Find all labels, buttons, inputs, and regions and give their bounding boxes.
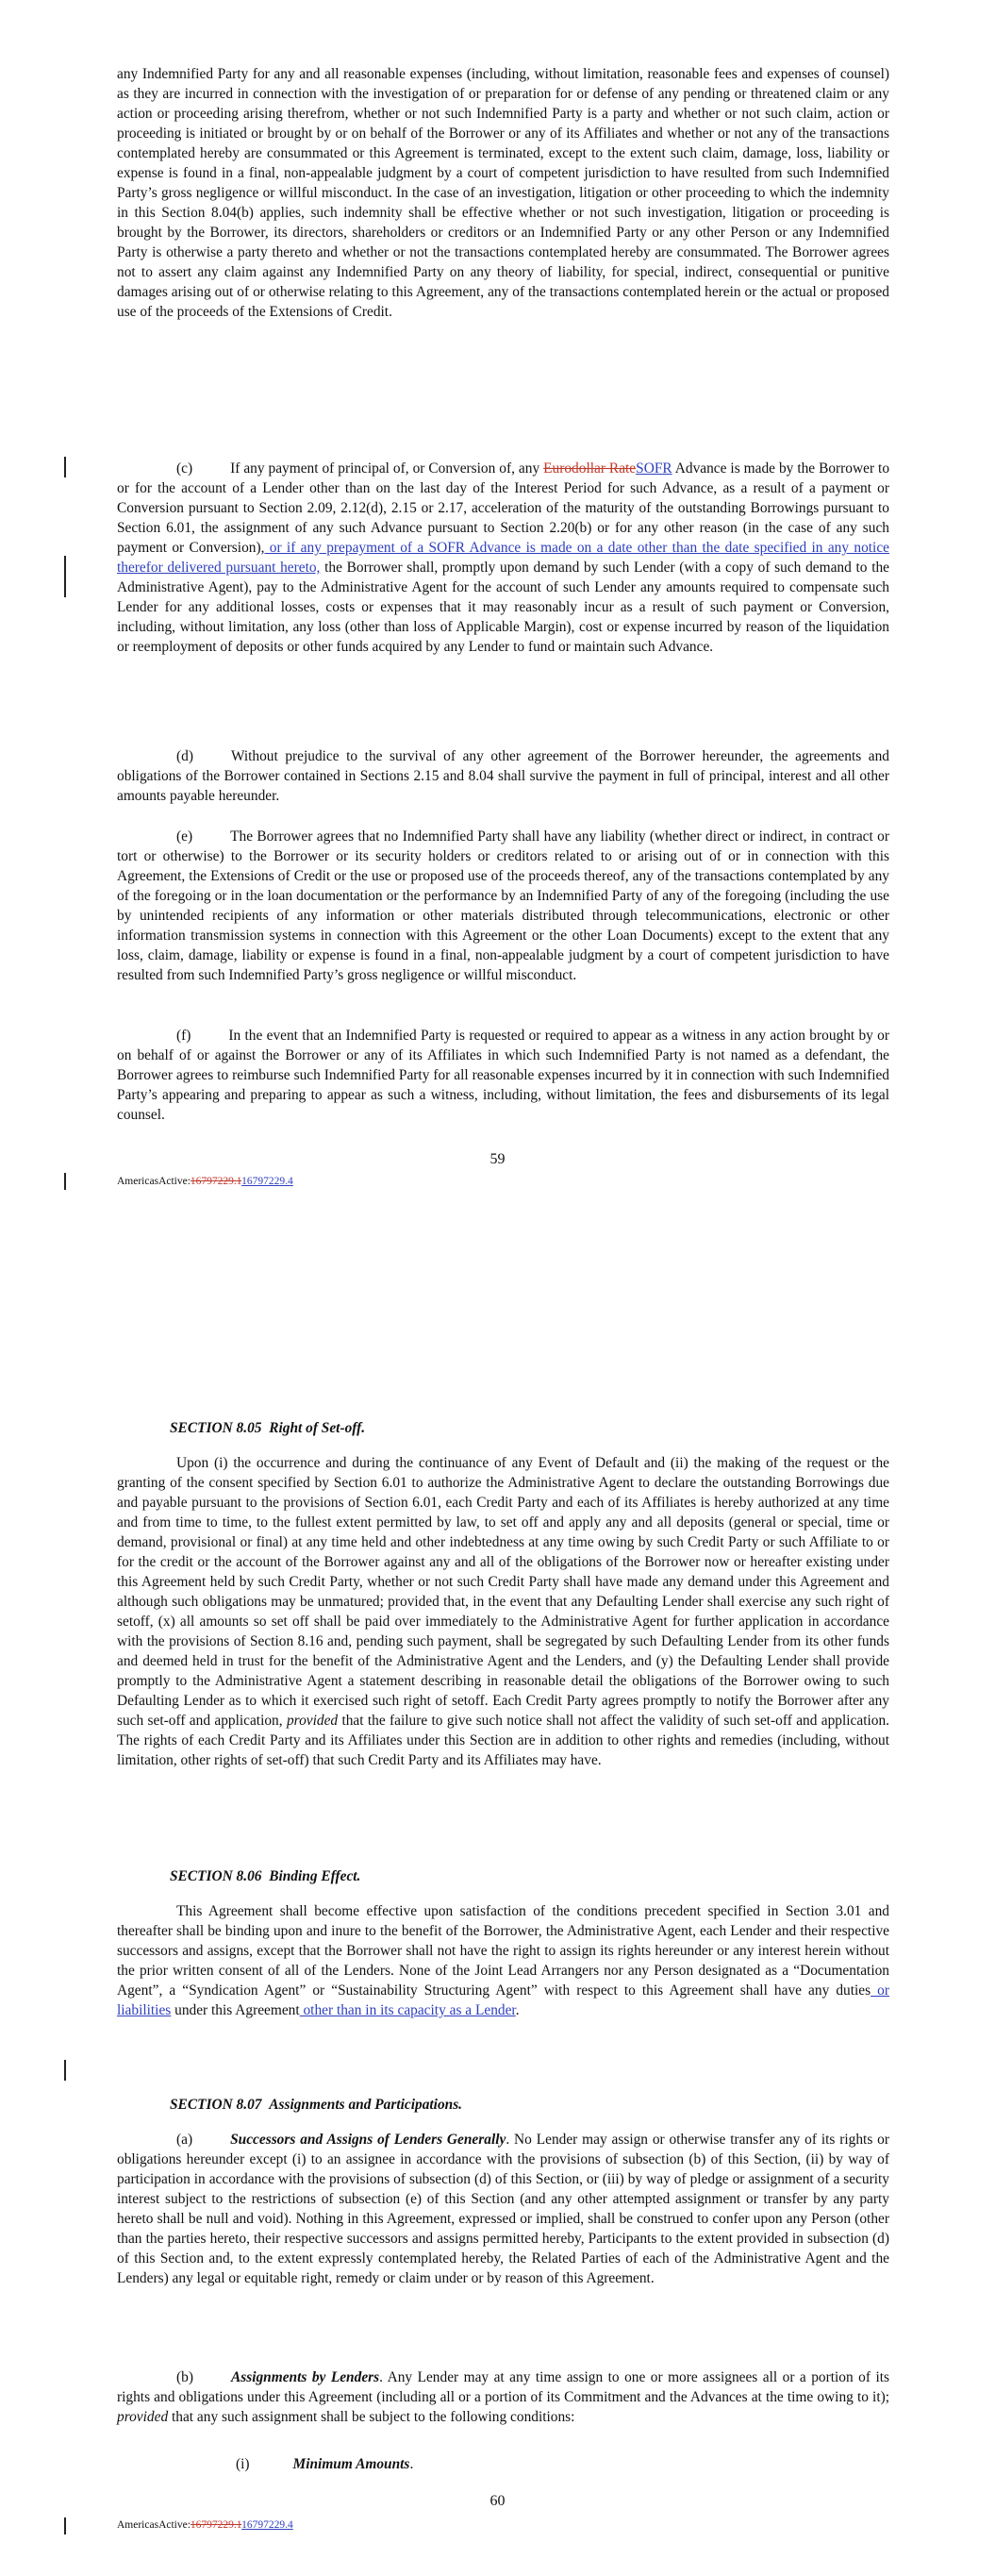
page-59 [0, 0, 995, 1250]
page-60 [0, 1250, 995, 2576]
clause-text: This Agreement shall become effective upon satisfaction of the conditions precedent specified in Section 3.01 and thereafter shall be binding upon and inure to the benefit of the Borrower, the Administrative Agent, each Lender and their respective successors and assigns, except that the Borrower shall not have the right to assign its rights hereunder or any interest herein without the prior written consent of all of the Lenders. None of the Joint Lead Arrangers nor any Person designated as a “Documentation Agent”, a “Syndication Agent” or “Sustainability Structuring Agent” with respect to this Agreement shall have any duties [117, 1903, 889, 1999]
clause-text: In the event that an Indemnified Party is requested or required to appear as a witness in any action brought by or on behalf of or against the Borrower or any of its Affiliates in which such Indemnified Party is not named as a defendant, the Borrower agrees to reimburse such Indemnified Party for all reasonable expenses incurred by it in connection with such Indemnified Party’s appearing and preparing to appear as such a witness, including, without limitation, the fees and disbursements of its legal counsel. [117, 1028, 889, 1123]
deleted-text: Eurodollar Rate [543, 460, 637, 477]
paragraph-8-06 [117, 1901, 889, 2020]
clause-heading: Assignments by Lenders [230, 2369, 380, 2385]
clause-label: (d) [176, 748, 193, 764]
footer-new-id: 16797229.4 [241, 1176, 293, 1187]
page-number: 59 [489, 1151, 506, 1167]
inserted-text: or if any prepayment of a SOFR Advance is made on a date other than the date specified in any notice therefor delivered pursuant hereto, [117, 540, 889, 576]
clause-label: (i) [236, 2456, 250, 2472]
footer-doc-id [117, 1176, 293, 1187]
paragraph-8-07-b-i [236, 2454, 802, 2474]
section-number: SECTION 8.07 [170, 2097, 262, 2113]
paragraph-8-04-f [117, 1026, 889, 1125]
section-8-07-heading [170, 2097, 462, 2114]
section-title: Assignments and Participations. [269, 2097, 463, 2113]
paragraph-indemnity-continued: any Indemnified Party for any and all reasonable expenses (including, without limitation, reasonable fees and expenses of counsel) as they are incurred in connection with the investigation of or preparation for or defense of any pending or threatened claim or any action or proceeding arising therefrom, whether or not such Indemnified Party is a party and whether or not such claim, action or proceeding is initiated or brought by or on behalf of the Borrower or any of its Affiliates and whether or not any of the transactions contemplated hereby are consummated or this Agreement is terminated, except to the extent such claim, damage, loss, liability or expense is found in a final, non-appealable judgment by a court of competent jurisdiction to have resulted from such Indemnified Party’s gross negligence or willful misconduct. In the case of an investigation, litigation or other proceeding to which the indemnity in this Section 8.04(b) applies, such indemnity shall be effective whether or not such investigation, litigation or proceeding is brought by the Borrower, its directors, shareholders or creditors or an Indemnified Party or any other Person or any Indemnified Party is otherwise a party thereto and whether or not the transactions contemplated hereby are consummated. The Borrower agrees not to assert any claim against any Indemnified Party on any theory of liability, for special, indirect, consequential or punitive damages arising out of or otherwise relating to this Agreement, any of the transactions contemplated herein or the actual or proposed use of the proceeds of the Extensions of Credit. [117, 66, 889, 320]
clause-text: The Borrower agrees that no Indemnified Party shall have any liability (whether direct or indirect, in contract or tort or otherwise) to the Borrower or its security holders or creditors related to or arising out of or in connection with this Agreement, the Extensions of Credit or the use or proposed use of the proceeds thereof, any of the transactions contemplated by any of the foregoing or in the loan documentation or the performance by an Indemnified Party of any of the foregoing (including the use by unintended recipients of any information or other materials distributed through telecommunications, electronic or other information transmission systems in connection with this Agreement or the other Loan Documents) except to the extent that any loss, claim, damage, liability or expense is found in a final, non-appealable judgment by a court of competent jurisdiction to have resulted from such Indemnified Party’s gross negligence or willful misconduct. [117, 828, 889, 983]
footer-old-id: 16797229.1 [190, 1176, 242, 1187]
clause-text: If any payment of principal of, or Conversion of, any [230, 460, 544, 477]
paragraph-8-07-a [117, 2130, 889, 2288]
clause-text: . Any Lender may at any time assign to one or more assignees all or a portion of its rights and obligations under this Agreement (including all or a portion of its Commitment and the Advances at the time owing to it); [117, 2369, 889, 2405]
clause-text: the Borrower shall, promptly upon demand by such Lender (with a copy of such demand to the Administrative Agent), pay to the Administrative Agent for the account of such Lender any amounts required to compensate such Lender for any additional losses, costs or expenses that it may reasonably incur as a result of such payment or Conversion, including, without limitation, any loss (other than loss of Applicable Margin), cost or expense incurred by reason of the liquidation or reemployment of deposits or other funds acquired by any Lender to fund or maintain such Advance. [117, 560, 889, 655]
clause-text: under this Agreement [171, 2002, 300, 2018]
clause-text: . No Lender may assign or otherwise transfer any of its rights or obligations hereunder except (i) to an assignee in accordance with the provisions of subsection (b) of this Section, (ii) by way of participation in accordance with the provisions of subsection (d) of this Section, or (iii) by way of pledge or assignment of a security interest subject to the restrictions of subsection (e) of this Section (and any other attempted assignment or transfer by any party hereto shall be null and void). Nothing in this Agreement, expressed or implied, shall be construed to confer upon any Person (other than the parties hereto, their respective successors and assigns permitted hereby, Participants to the extent provided in subsection (d) of this Section and, to the extent expressly contemplated hereby, the Related Parties of each of the Administrative Agent and the Lenders) any legal or equitable right, remedy or claim under or by reason of this Agreement. [117, 2132, 890, 2286]
change-bar [64, 1173, 66, 1190]
clause-text: Without prejudice to the survival of any other agreement of the Borrower hereunder, the agreements and obligations of the Borrower contained in Sections 2.15 and 8.04 shall survive the payment in full of principal, interest and all other amounts payable hereunder. [117, 748, 889, 804]
change-bar [64, 2517, 66, 2534]
section-title: Binding Effect. [269, 1868, 361, 1884]
clause-label: (e) [176, 828, 193, 845]
inserted-text: other than in its capacity as a Lender [299, 2002, 516, 2018]
paragraph-8-07-b [117, 2367, 889, 2427]
footer-new-id: 16797229.4 [241, 2519, 293, 2531]
page-number: 60 [489, 2493, 506, 2509]
change-bar [64, 2060, 66, 2081]
paragraph-8-04-c [117, 459, 889, 657]
paragraph-8-04-d [117, 746, 889, 806]
clause-text: that the failure to give such notice shall not affect the validity of such set-off and application. The rights of each Credit Party and its Affiliates under this Section are in addition to other rights and remedies (including, without limitation, other rights of set-off) that such Credit Party and its Affiliates may have. [117, 1713, 889, 1768]
section-8-06-heading [170, 1868, 360, 1885]
change-bar [64, 556, 66, 597]
footer-doc-id [117, 2519, 293, 2531]
footer-old-id: 16797229.1 [190, 2519, 242, 2531]
section-8-05-heading [170, 1420, 365, 1437]
inserted-text: or liabilities [117, 1982, 889, 2018]
clause-emphasis: provided [117, 2409, 169, 2425]
clause-text: that any such assignment shall be subject to the following conditions: [168, 2409, 575, 2425]
paragraph-8-04-e [117, 827, 889, 985]
clause-emphasis: provided [286, 1713, 339, 1729]
section-title: Right of Set-off. [269, 1420, 366, 1436]
clause-label: (f) [176, 1028, 191, 1044]
inserted-text: SOFR [636, 460, 672, 477]
clause-label: (c) [176, 460, 193, 477]
section-number: SECTION 8.05 [170, 1420, 262, 1436]
clause-text: Upon (i) the occurrence and during the continuance of any Event of Default and (ii) the making of the request or the granting of the consent specified by Section 6.01 to authorize the Administrative Agent to declare the outstanding Borrowings due and payable pursuant to the provisions of Section 6.01, each Credit Party and each of its Affiliates is hereby authorized at any time and from time to time, to the fullest extent permitted by law, to set off and apply any and all deposits (general or special, time or demand, provisional or final) at any time held and other indebtedness at any time owing by such Credit Party or such Affiliate to or for the credit or the account of the Borrower against any and all of the obligations of the Borrower now or hereafter existing under this Agreement held by such Credit Party, whether or not such Credit Party shall have made any demand under this Agreement and although such obligations may be unmatured; provided that, in the event that any Defaulting Lender shall exercise any such right of setoff, (x) all amounts so set off shall be paid over immediately to the Administrative Agent for further application in accordance with the provisions of Section 8.16 and, pending such payment, shall be segregated by such Defaulting Lender from its other funds and deemed held in trust for the benefit of the Administrative Agent and the Lenders, and (y) the Defaulting Lender shall provide promptly to the Administrative Agent a statement describing in reasonable detail the obligations of the Borrower owing to such Defaulting Lender as to which it exercised such right of setoff. Each Credit Party agrees promptly to notify the Borrower after any such set-off and application, [117, 1455, 889, 1729]
clause-heading: Successors and Assigns of Lenders Generally [230, 2132, 506, 2148]
clause-text: . [515, 2002, 520, 2018]
section-number: SECTION 8.06 [170, 1868, 262, 1884]
clause-text: Advance is made by the Borrower to or for the account of a Lender other than on the last day of the Interest Period for such Advance, as a result of a payment or Conversion pursuant to Section 2.09, 2.12(d), 2.15 or 2.17, acceleration of the maturity of the outstanding Borrowings pursuant to Section 6.01, the assignment of any such Advance pursuant to Section 2.20(b) or for any other reason (in the case of any such payment or Conversion), [117, 460, 890, 556]
change-bar [64, 457, 66, 477]
clause-label: (b) [176, 2369, 193, 2385]
footer-prefix: AmericasActive: [117, 1176, 191, 1187]
footer-prefix: AmericasActive: [117, 2519, 191, 2531]
clause-text: . [409, 2456, 414, 2472]
clause-heading: Minimum Amounts [292, 2456, 410, 2472]
paragraph-8-05 [117, 1453, 889, 1770]
clause-label: (a) [176, 2132, 193, 2148]
